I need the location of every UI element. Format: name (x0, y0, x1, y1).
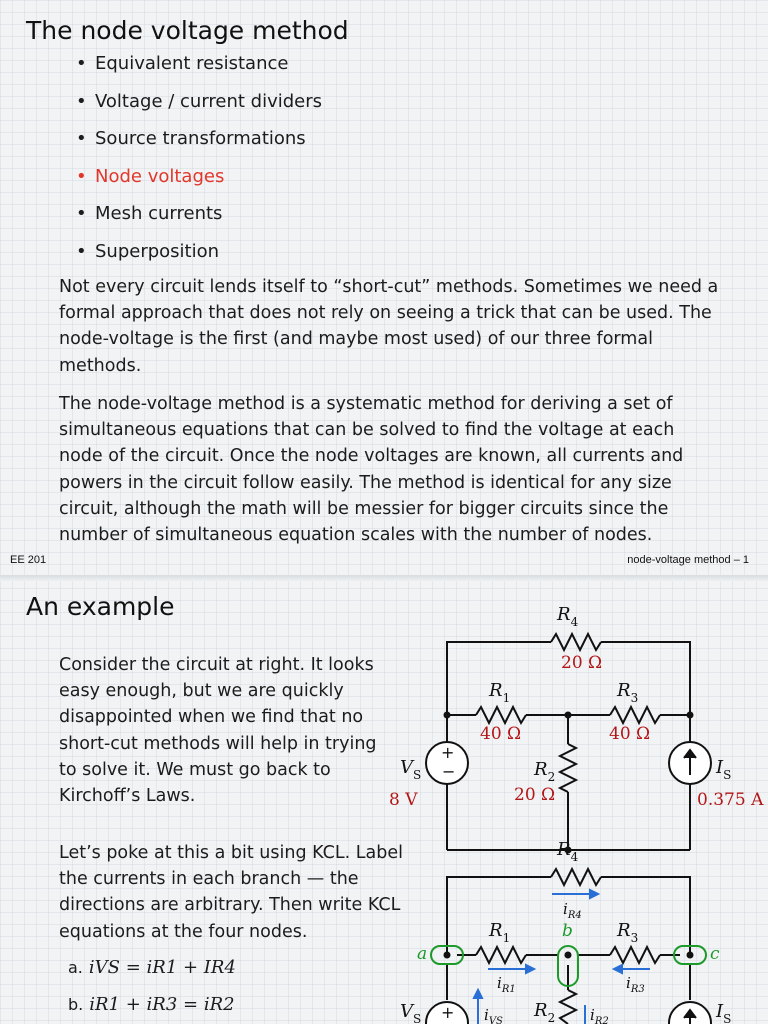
svg-text:+: + (441, 1003, 455, 1022)
r2-label: $R_2$ (534, 1000, 556, 1024)
intro-paragraph: Not every circuit lends itself to “short-cut” methods. Sometimes we need a formal approach that does not rely on seeing a trick that can be used. The node-voltage is the first (and maybe most used) of our three formal methods. (59, 277, 719, 376)
is-label: $I_S$ (716, 757, 732, 782)
node-c-label: c (710, 944, 720, 964)
r1-value: 40 Ω (480, 724, 522, 744)
vs-label: $V_S$ (400, 757, 422, 782)
is-label: $I_S$ (716, 1001, 732, 1024)
r4-label: $R_4$ (557, 839, 579, 864)
r2-value: 20 Ω (514, 785, 556, 805)
svg-text:−: − (442, 762, 456, 781)
kcl-paragraph: Let’s poke at this a bit using KCL. Label the currents in each branch — the directions are arbitrary. Then write KCL equations at the four nodes. (59, 843, 403, 942)
r3-value: 40 Ω (609, 724, 651, 744)
r1-label: $R_1$ (489, 920, 511, 945)
resistor-r1 (476, 947, 526, 963)
ir4-label: $i_{R4}$ (563, 900, 582, 921)
list-item: • Superposition (76, 238, 322, 276)
ir2-label: $i_{R2}$ (590, 1006, 609, 1024)
r1-label: $R_1$ (489, 680, 511, 705)
resistor-r2 (560, 990, 576, 1024)
node-b-label: b (562, 921, 573, 941)
example-paragraph: Consider the circuit at right. It looks easy enough, but we are quickly disappointed when we find that no short-cut methods will help in trying to solve it. We must go back to Kirchoff’s Laws. (59, 655, 377, 807)
list-item: • Source transformations (76, 125, 322, 163)
list-item: • Voltage / current dividers (76, 88, 322, 126)
node-a-label: a (417, 944, 428, 964)
topic-list (76, 50, 322, 276)
slide-title: The node voltage method (26, 16, 349, 45)
list-item: • Equivalent resistance (76, 50, 322, 88)
slide-2 (0, 580, 768, 1024)
page-label: node-voltage method – 1 (627, 554, 749, 566)
list-item-highlighted: • Node voltages (76, 163, 322, 201)
kcl-equation-a: a. iVS = iR1 + IR4 (68, 957, 236, 978)
r4-value: 20 Ω (561, 653, 603, 673)
r3-label: $R_3$ (617, 920, 639, 945)
course-label: EE 201 (10, 554, 47, 566)
is-value: 0.375 A (697, 790, 764, 810)
vs-label: $V_S$ (400, 1001, 422, 1024)
vs-value: 8 V (389, 790, 418, 810)
ir3-label: $i_{R3}$ (626, 974, 645, 995)
r4-label: $R_4$ (557, 604, 579, 629)
slide-title: An example (26, 592, 175, 621)
r2-label: $R_2$ (534, 759, 556, 784)
r3-label: $R_3$ (617, 680, 639, 705)
svg-text:+: + (441, 743, 455, 762)
resistor-r3 (610, 947, 660, 963)
list-item: • Mesh currents (76, 200, 322, 238)
method-paragraph: The node-voltage method is a systematic method for deriving a set of simultaneous equations that can be solved to find the voltage at each node of the circuit. Once the node voltages are known, all currents and powers in the circuit follow easily. The method is identical for any size circuit, although the math will be messier for bigger circuits since the number of simultaneous equation scales with the number of nodes. (59, 394, 684, 546)
labeled-circuit-diagram (0, 580, 768, 1024)
ir1-label: $i_{R1}$ (497, 974, 516, 995)
ivs-label: $i_{VS}$ (484, 1006, 503, 1024)
kcl-equation-b: b. iR1 + iR3 = iR2 (68, 994, 235, 1015)
resistor-r4 (551, 869, 601, 885)
